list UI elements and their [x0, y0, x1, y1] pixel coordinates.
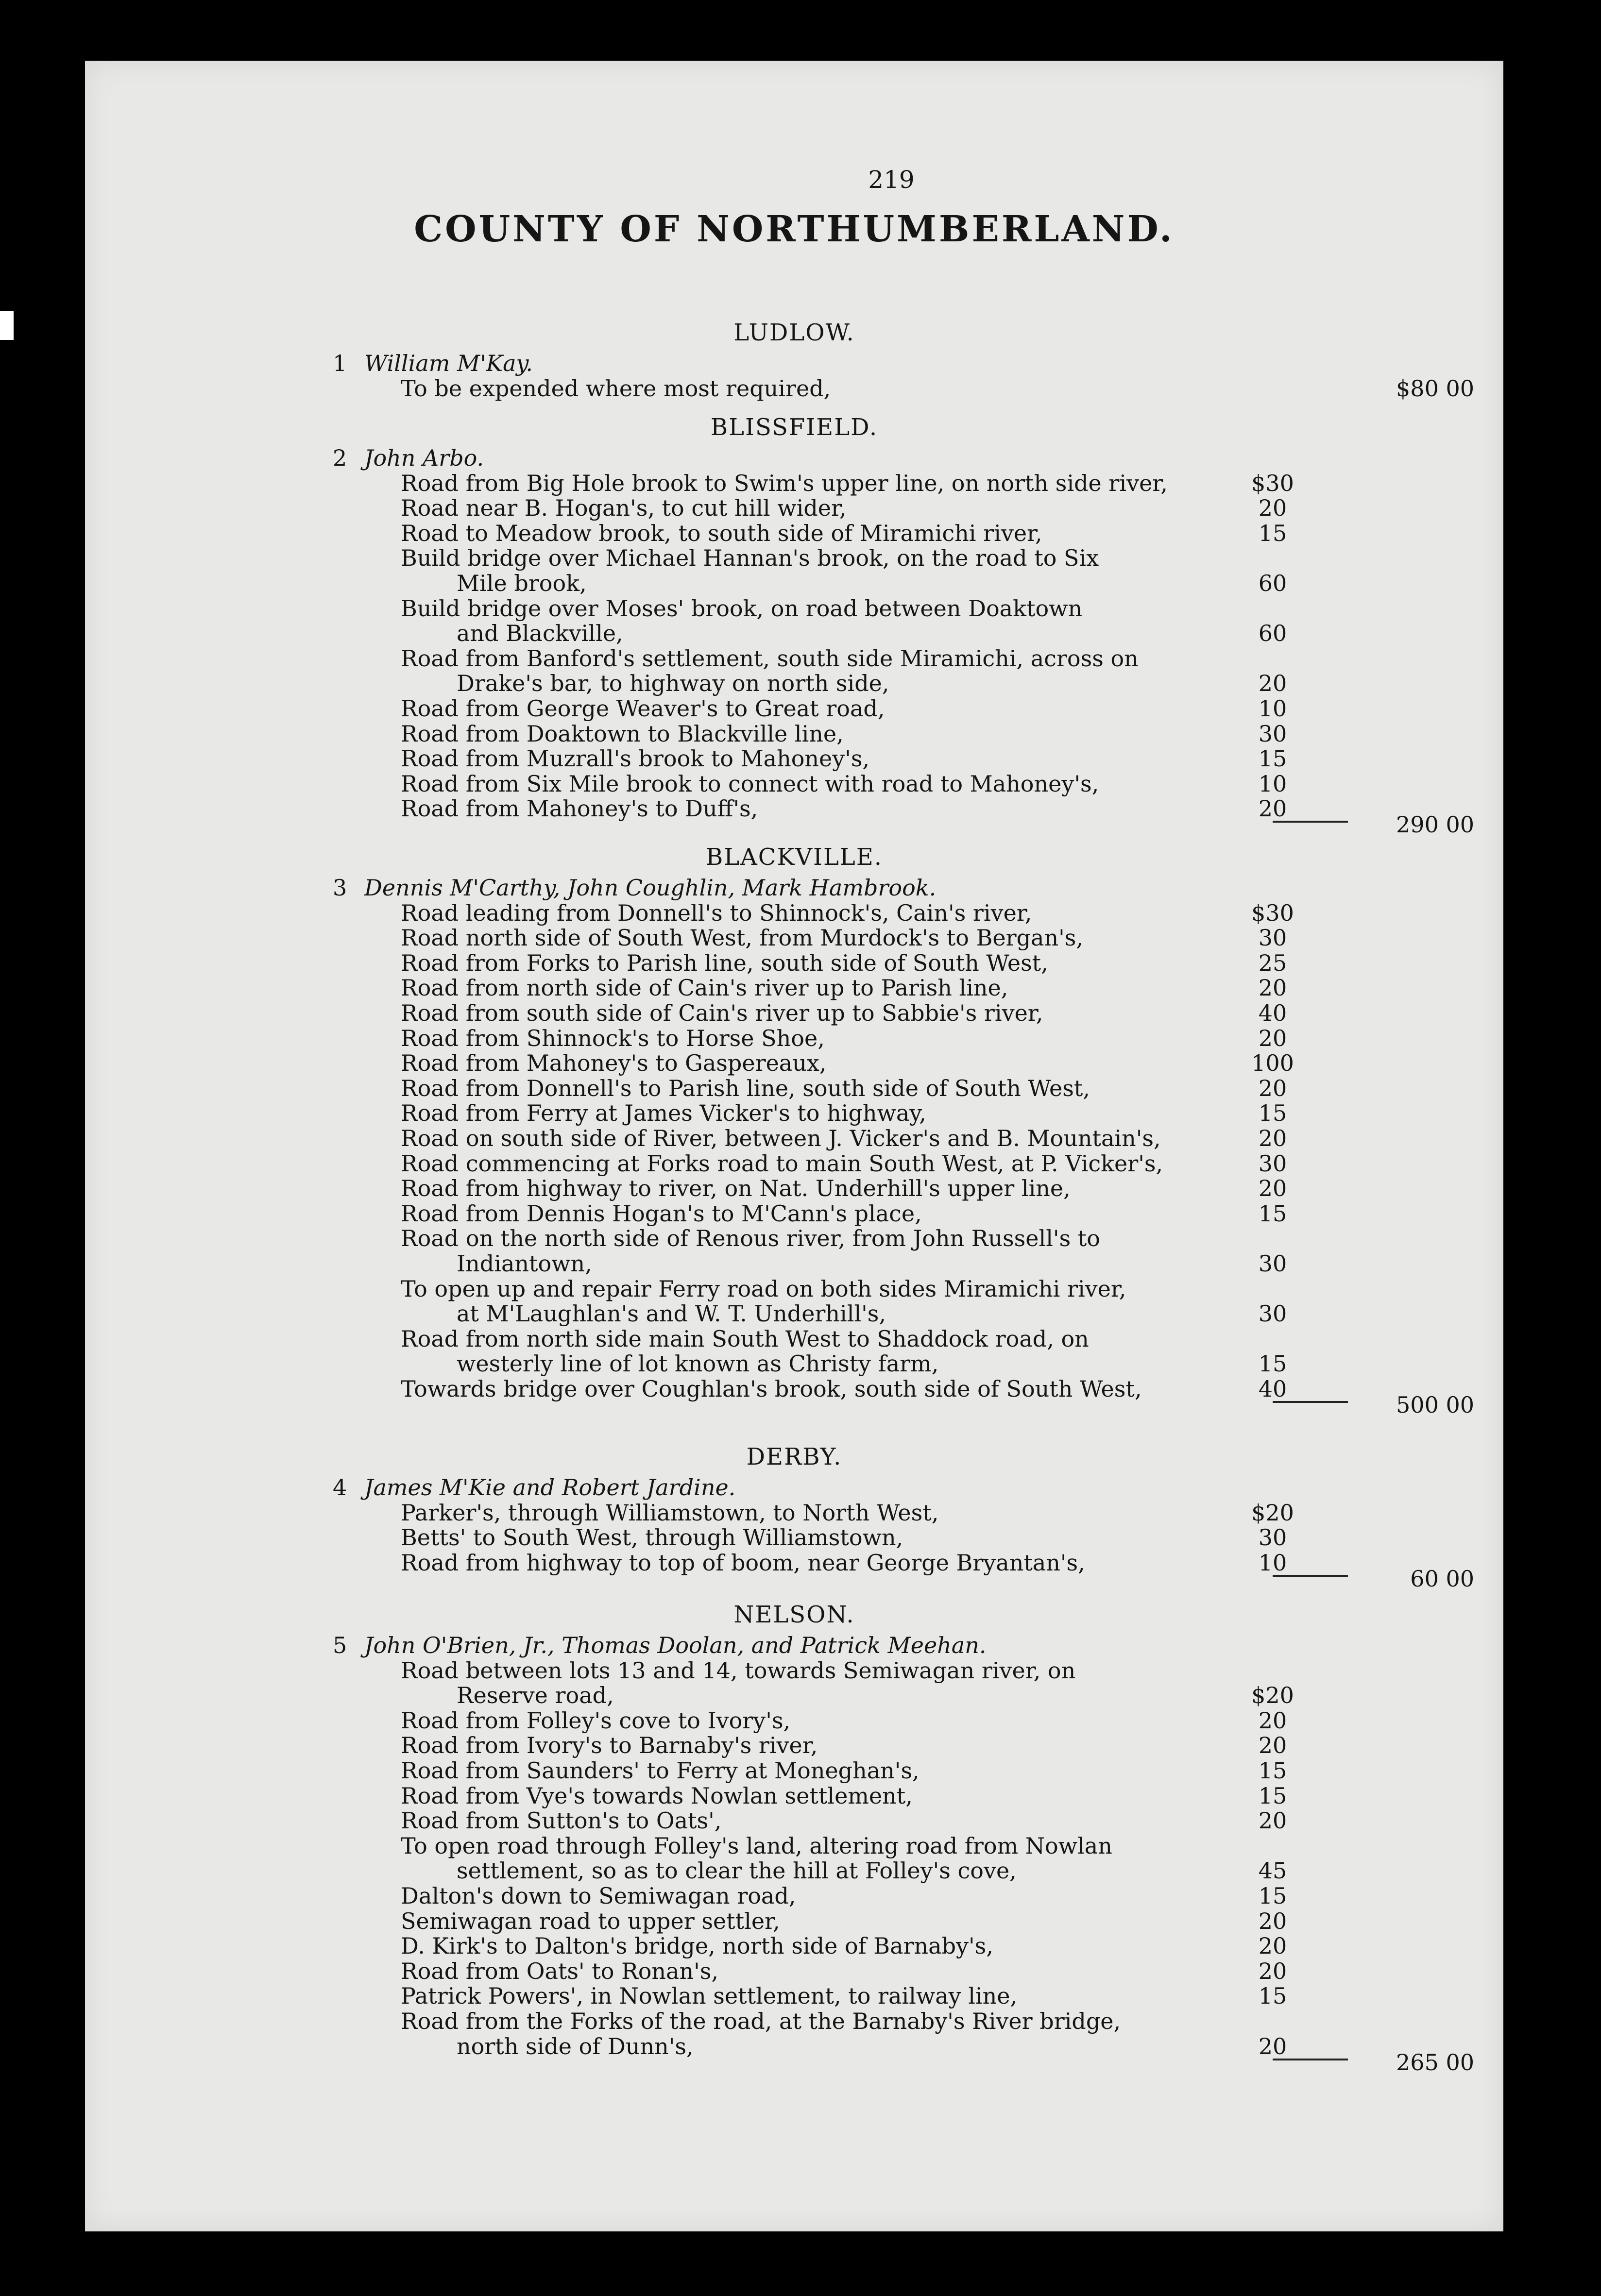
section-heading: LUDLOW. [733, 319, 855, 346]
appropriation-text: Road between lots 13 and 14, towards Semiwagan river, on [401, 1657, 1076, 1684]
appropriation-text: Road on south side of River, between J. Vicker's and B. Mountain's, [401, 1125, 1161, 1151]
appropriation-amount: 20 [1258, 1125, 1287, 1151]
appropriation-row [85, 951, 1503, 976]
section-total: 290 00 [1396, 811, 1474, 838]
appropriation-text: Indiantown, [457, 1250, 592, 1277]
appropriation-amount: 15 [1258, 1351, 1287, 1377]
county-title: COUNTY OF NORTHUMBERLAND. [414, 208, 1175, 250]
appropriation-row [85, 2009, 1503, 2034]
appropriation-text: Road from Banford's settlement, south side Miramichi, across on [401, 645, 1139, 672]
appropriation-text: To be expended where most required, [401, 375, 831, 402]
appropriation-text: Betts' to South West, through Williamstown, [401, 1524, 903, 1551]
appropriation-text: Road from Saunders' to Ferry at Moneghan's, [401, 1757, 920, 1784]
appropriation-row [85, 1834, 1503, 1859]
appropriation-amount: 30 [1258, 1300, 1287, 1327]
appropriation-row [85, 596, 1503, 622]
appropriation-row [85, 471, 1503, 496]
appropriation-amount: 20 [1258, 795, 1287, 822]
appropriation-amount: $30 [1251, 470, 1294, 496]
appropriation-row [85, 1884, 1503, 1909]
appropriation-text: Road from the Forks of the road, at the Barnaby's River bridge, [401, 2008, 1121, 2034]
appropriation-row [85, 1277, 1503, 1302]
commissioner-row [85, 1633, 1503, 1658]
appropriation-row [85, 1934, 1503, 1959]
appropriation-amount: 25 [1258, 949, 1287, 976]
appropriation-text: Road from Mahoney's to Gaspereaux, [401, 1050, 827, 1077]
document-page [85, 61, 1503, 2231]
appropriation-row [85, 1784, 1503, 1809]
appropriation-row [85, 646, 1503, 672]
appropriation-row [85, 901, 1503, 926]
section-total: 60 00 [1410, 1565, 1474, 1592]
section-heading: DERBY. [746, 1443, 842, 1470]
appropriation-row [85, 1151, 1503, 1177]
appropriation-text: Patrick Powers', in Nowlan settlement, to railway line, [401, 1983, 1018, 2009]
appropriation-text: Reserve road, [457, 1682, 614, 1709]
appropriation-text: Road from Folley's cove to Ivory's, [401, 1707, 791, 1734]
appropriation-amount: 20 [1258, 2033, 1287, 2060]
appropriation-row [85, 521, 1503, 546]
appropriation-amount: 20 [1258, 1958, 1287, 1984]
appropriation-text: settlement, so as to clear the hill at Folley's cove, [457, 1857, 1017, 1884]
appropriation-text: Road from Doaktown to Blackville line, [401, 720, 844, 747]
appropriation-text: Road commencing at Forks road to main South West, at P. Vicker's, [401, 1150, 1163, 1177]
appropriation-row [85, 1176, 1503, 1201]
appropriation-amount: 45 [1258, 1857, 1287, 1884]
appropriation-row [85, 1708, 1503, 1734]
section-total-row [85, 1393, 1503, 1418]
appropriation-text: Road to Meadow brook, to south side of Miramichi river, [401, 520, 1042, 546]
appropriation-amount: 15 [1258, 1883, 1287, 1909]
appropriation-row [85, 926, 1503, 951]
item-number: 5 [333, 1632, 347, 1658]
appropriation-amount: $30 [1251, 899, 1294, 926]
appropriation-amount: 15 [1258, 1983, 1287, 2009]
appropriation-row [85, 1026, 1503, 1051]
appropriation-text: Road from Big Hole brook to Swim's upper line, on north side river, [401, 470, 1168, 496]
appropriation-amount: $20 [1251, 1682, 1294, 1709]
appropriation-text: Towards bridge over Coughlan's brook, south side of South West, [401, 1376, 1142, 1402]
appropriation-row [85, 1327, 1503, 1352]
appropriation-text: Build bridge over Moses' brook, on road between Doaktown [401, 595, 1083, 622]
appropriation-text: westerly line of lot known as Christy farm, [457, 1351, 939, 1377]
appropriation-amount: 20 [1258, 1175, 1287, 1202]
section-total: 265 00 [1396, 2049, 1474, 2076]
appropriation-amount: 40 [1258, 1000, 1287, 1026]
appropriation-text: Road from Muzrall's brook to Mahoney's, [401, 745, 870, 772]
page-number: 219 [868, 166, 915, 194]
appropriation-text: To open up and repair Ferry road on both sides Miramichi river, [401, 1275, 1126, 1302]
appropriation-row [85, 1351, 1503, 1377]
appropriation-amount: 15 [1258, 1200, 1287, 1227]
commissioners: John O'Brien, Jr., Thomas Doolan, and Patrick Meehan. [364, 1632, 987, 1658]
appropriation-row [85, 696, 1503, 722]
appropriation-text: Road from Donnell's to Parish line, south side of South West, [401, 1075, 1090, 1101]
appropriation-row [85, 1909, 1503, 1934]
appropriation-amount: 20 [1258, 1075, 1287, 1101]
appropriation-row [85, 1501, 1503, 1526]
appropriation-amount: 60 [1258, 620, 1287, 647]
appropriation-text: Road from Oats' to Ronan's, [401, 1958, 718, 1984]
appropriation-text: Road from Dennis Hogan's to M'Cann's place, [401, 1200, 922, 1227]
appropriation-text: Road from Forks to Parish line, south side of South West, [401, 949, 1048, 976]
appropriation-text: Build bridge over Michael Hannan's brook, on the road to Six [401, 545, 1099, 572]
appropriation-row [85, 1126, 1503, 1151]
commissioner-row [85, 351, 1503, 376]
commissioner-row [85, 446, 1503, 471]
commissioner-row [85, 876, 1503, 901]
appropriation-row [85, 1959, 1503, 1984]
appropriation-text: Parker's, through Williamstown, to North West, [401, 1499, 939, 1526]
page-content [85, 61, 1503, 2231]
appropriation-amount: 10 [1258, 1549, 1287, 1576]
appropriation-row [85, 1051, 1503, 1076]
commissioners: William M'Kay. [364, 350, 533, 376]
section-heading: BLACKVILLE. [705, 844, 883, 871]
appropriation-amount: 20 [1258, 1908, 1287, 1934]
appropriation-amount: 30 [1258, 720, 1287, 747]
appropriation-text: and Blackville, [457, 620, 623, 647]
item-number: 3 [333, 875, 347, 901]
appropriation-row [85, 746, 1503, 772]
appropriation-amount: 20 [1258, 1807, 1287, 1834]
appropriation-amount: 10 [1258, 695, 1287, 722]
appropriation-amount: 15 [1258, 520, 1287, 546]
appropriation-row [85, 1301, 1503, 1327]
appropriation-amount: 20 [1258, 1933, 1287, 1959]
appropriation-row [85, 1733, 1503, 1758]
appropriation-row [85, 1076, 1503, 1101]
appropriation-amount: 20 [1258, 670, 1287, 697]
section-total-row [85, 812, 1503, 838]
appropriation-text: Road from highway to river, on Nat. Underhill's upper line, [401, 1175, 1071, 1202]
appropriation-row [85, 722, 1503, 747]
appropriation-amount: 15 [1258, 745, 1287, 772]
appropriation-text: Road from highway to top of boom, near George Bryantan's, [401, 1549, 1085, 1576]
appropriation-amount: 20 [1258, 975, 1287, 1001]
appropriation-text: Road north side of South West, from Murdock's to Bergan's, [401, 925, 1083, 951]
appropriation-text: Road from Vye's towards Nowlan settlement, [401, 1782, 913, 1809]
appropriation-amount: 20 [1258, 1707, 1287, 1734]
appropriation-text: Road from George Weaver's to Great road, [401, 695, 885, 722]
appropriation-text: north side of Dunn's, [457, 2033, 694, 2060]
appropriation-text: Road leading from Donnell's to Shinnock's, Cain's river, [401, 899, 1032, 926]
appropriation-row [85, 1808, 1503, 1834]
section-heading: NELSON. [733, 1601, 855, 1628]
appropriation-amount: 15 [1258, 1100, 1287, 1127]
appropriation-text: D. Kirk's to Dalton's bridge, north side of Barnaby's, [401, 1933, 993, 1959]
appropriation-amount: 40 [1258, 1376, 1287, 1402]
appropriation-amount: 15 [1258, 1757, 1287, 1784]
appropriation-text: Road from north side of Cain's river up to Parish line, [401, 975, 1008, 1001]
ink-blot [1506, 1787, 1540, 1826]
appropriation-row [85, 1001, 1503, 1026]
left-edge-mark [0, 311, 14, 340]
appropriation-amount: 15 [1258, 1782, 1287, 1809]
appropriation-text: Road from Sutton's to Oats', [401, 1807, 722, 1834]
section-total: $80 00 [1396, 375, 1474, 402]
appropriation-text: Road from Shinnock's to Horse Shoe, [401, 1025, 825, 1051]
appropriation-row [85, 1251, 1503, 1277]
commissioners: Dennis M'Carthy, John Coughlin, Mark Hambrook. [364, 875, 937, 901]
appropriation-text: Drake's bar, to highway on north side, [457, 670, 889, 697]
appropriation-row [85, 1683, 1503, 1708]
item-number: 2 [333, 445, 347, 471]
appropriation-row [85, 1984, 1503, 2009]
appropriation-row [85, 1525, 1503, 1551]
appropriation-row [85, 1858, 1503, 1884]
appropriation-text: at M'Laughlan's and W. T. Underhill's, [457, 1300, 886, 1327]
appropriation-row [85, 1201, 1503, 1227]
section-total-row [85, 2050, 1503, 2076]
appropriation-text: Mile brook, [457, 570, 587, 596]
appropriation-row [85, 772, 1503, 797]
appropriation-amount: 10 [1258, 770, 1287, 797]
appropriation-text: Road from Mahoney's to Duff's, [401, 795, 758, 822]
appropriation-amount: 30 [1258, 925, 1287, 951]
appropriation-row [85, 1101, 1503, 1126]
appropriation-text: To open road through Folley's land, altering road from Nowlan [401, 1832, 1112, 1859]
appropriation-row [85, 1658, 1503, 1684]
appropriation-row [85, 621, 1503, 646]
appropriation-row [85, 671, 1503, 696]
appropriation-row [85, 376, 1503, 402]
section-total-row [85, 1567, 1503, 1592]
appropriation-text: Semiwagan road to upper settler, [401, 1908, 780, 1934]
appropriation-amount: 30 [1258, 1250, 1287, 1277]
appropriation-text: Dalton's down to Semiwagan road, [401, 1883, 796, 1909]
appropriation-text: Road on the north side of Renous river, from John Russell's to [401, 1225, 1100, 1252]
appropriation-text: Road from Ferry at James Vicker's to highway, [401, 1100, 926, 1127]
appropriation-row [85, 546, 1503, 571]
commissioner-row [85, 1475, 1503, 1501]
appropriation-text: Road near B. Hogan's, to cut hill wider, [401, 495, 847, 522]
appropriation-amount: 100 [1251, 1050, 1294, 1077]
section-heading: BLISSFIELD. [710, 414, 878, 441]
item-number: 1 [333, 350, 347, 376]
appropriation-row [85, 496, 1503, 521]
appropriation-amount: 30 [1258, 1150, 1287, 1177]
appropriation-text: Road from Ivory's to Barnaby's river, [401, 1732, 818, 1759]
appropriation-amount: 20 [1258, 1025, 1287, 1051]
appropriation-row [85, 571, 1503, 596]
appropriation-text: Road from Six Mile brook to connect with road to Mahoney's, [401, 770, 1099, 797]
appropriation-row [85, 1758, 1503, 1784]
commissioners: James M'Kie and Robert Jardine. [364, 1474, 736, 1501]
appropriation-amount: 30 [1258, 1524, 1287, 1551]
section-total: 500 00 [1396, 1392, 1474, 1418]
appropriation-amount: 20 [1258, 495, 1287, 522]
item-number: 4 [333, 1474, 347, 1501]
appropriation-amount: 20 [1258, 1732, 1287, 1759]
appropriation-row [85, 1226, 1503, 1251]
appropriation-row [85, 976, 1503, 1001]
appropriation-text: Road from north side main South West to Shaddock road, on [401, 1325, 1089, 1352]
appropriation-amount: $20 [1251, 1499, 1294, 1526]
appropriation-text: Road from south side of Cain's river up to Sabbie's river, [401, 1000, 1043, 1026]
commissioners: John Arbo. [364, 445, 484, 471]
appropriation-amount: 60 [1258, 570, 1287, 596]
